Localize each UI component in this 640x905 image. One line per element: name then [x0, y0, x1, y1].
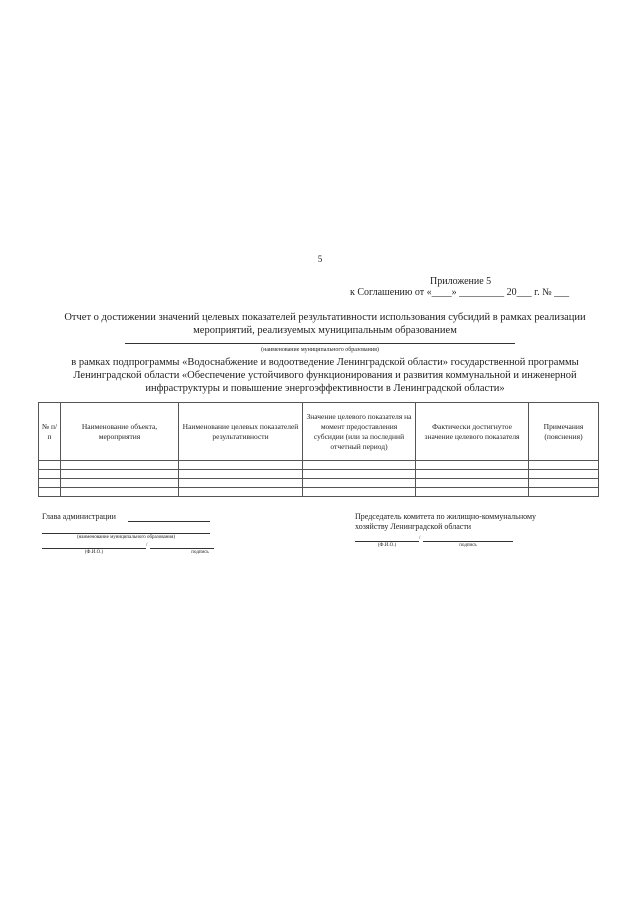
table-cell[interactable] [179, 470, 303, 479]
program-description: в рамках подпрограммы «Водоснабжение и водоотведение Ленинградской области» государственной программы Ленинградской области «Обеспечение устойчивого функционирования и развития коммунальной и инженерной инфраструктуры и повышение энергоэффективности в Ленинградской области» [71, 357, 579, 394]
appendix-reference: к Соглашению от «____» _________ 20___ г. № ___ [350, 287, 570, 298]
table-cell[interactable] [61, 479, 179, 488]
right-sign-line[interactable] [423, 541, 513, 542]
column-header-notes: Примечания (пояснения) [529, 403, 599, 461]
table-cell[interactable] [39, 470, 61, 479]
right-separator-slash: / [419, 536, 421, 541]
table-cell[interactable] [179, 479, 303, 488]
table-header-row [39, 403, 599, 461]
results-table [38, 402, 599, 497]
left-sign-line[interactable] [150, 548, 214, 549]
right-sign-caption: подпись [459, 543, 477, 548]
left-separator-slash: / [146, 543, 148, 548]
left-municipality-caption: (наименование муниципального образования) [76, 535, 176, 540]
table-cell[interactable] [416, 479, 529, 488]
head-of-administration-label: Глава администрации [42, 512, 116, 521]
table-cell[interactable] [61, 488, 179, 497]
appendix-title: Приложение 5 [430, 276, 492, 287]
table-row [39, 470, 599, 479]
table-cell[interactable] [303, 470, 416, 479]
page-number: 5 [317, 254, 323, 264]
table-cell[interactable] [529, 461, 599, 470]
table-cell[interactable] [416, 488, 529, 497]
right-fio-caption: (Ф.И.О.) [377, 543, 397, 548]
report-title: Отчет о достижении значений целевых показателей результативности использования субсидий в рамках реализации мероприятий, реализуемых муниципальным образованием [64, 312, 586, 336]
table-cell[interactable] [416, 470, 529, 479]
table-row [39, 488, 599, 497]
table-cell[interactable] [529, 488, 599, 497]
table-cell[interactable] [179, 461, 303, 470]
table-cell[interactable] [39, 461, 61, 470]
table-cell[interactable] [303, 461, 416, 470]
table-cell[interactable] [39, 488, 61, 497]
head-signature-line[interactable] [128, 521, 210, 522]
left-fio-caption: (Ф.И.О.) [84, 550, 104, 555]
table-cell[interactable] [416, 461, 529, 470]
column-header-indicator-name: Наименование целевых показателей результативности [179, 403, 303, 461]
column-header-actual-value: Фактически достигнутое значение целевого показателя [416, 403, 529, 461]
left-sign-caption: подпись [191, 550, 209, 555]
column-header-object: Наименование объекта, мероприятия [61, 403, 179, 461]
table-cell[interactable] [303, 479, 416, 488]
column-header-number: № п/п [39, 403, 61, 461]
table-cell[interactable] [39, 479, 61, 488]
left-fio-line[interactable] [42, 548, 146, 549]
committee-chairman-label-line2: хозяйству Ленинградской области [355, 522, 472, 531]
table-row [39, 461, 599, 470]
table-cell[interactable] [303, 488, 416, 497]
municipality-name-line [125, 343, 515, 344]
table-row [39, 479, 599, 488]
table-cell[interactable] [529, 470, 599, 479]
column-header-target-value: Значение целевого показателя на момент предоставления субсидии (или за последний отчетный период) [303, 403, 416, 461]
left-municipality-line[interactable] [42, 533, 210, 534]
table-cell[interactable] [529, 479, 599, 488]
table-cell[interactable] [179, 488, 303, 497]
table-cell[interactable] [61, 470, 179, 479]
committee-chairman-label-line1: Председатель комитета по жилищно-коммунальному [355, 512, 537, 521]
right-fio-line[interactable] [355, 541, 419, 542]
table-cell[interactable] [61, 461, 179, 470]
municipality-caption: (наименование муниципального образования) [261, 347, 379, 353]
